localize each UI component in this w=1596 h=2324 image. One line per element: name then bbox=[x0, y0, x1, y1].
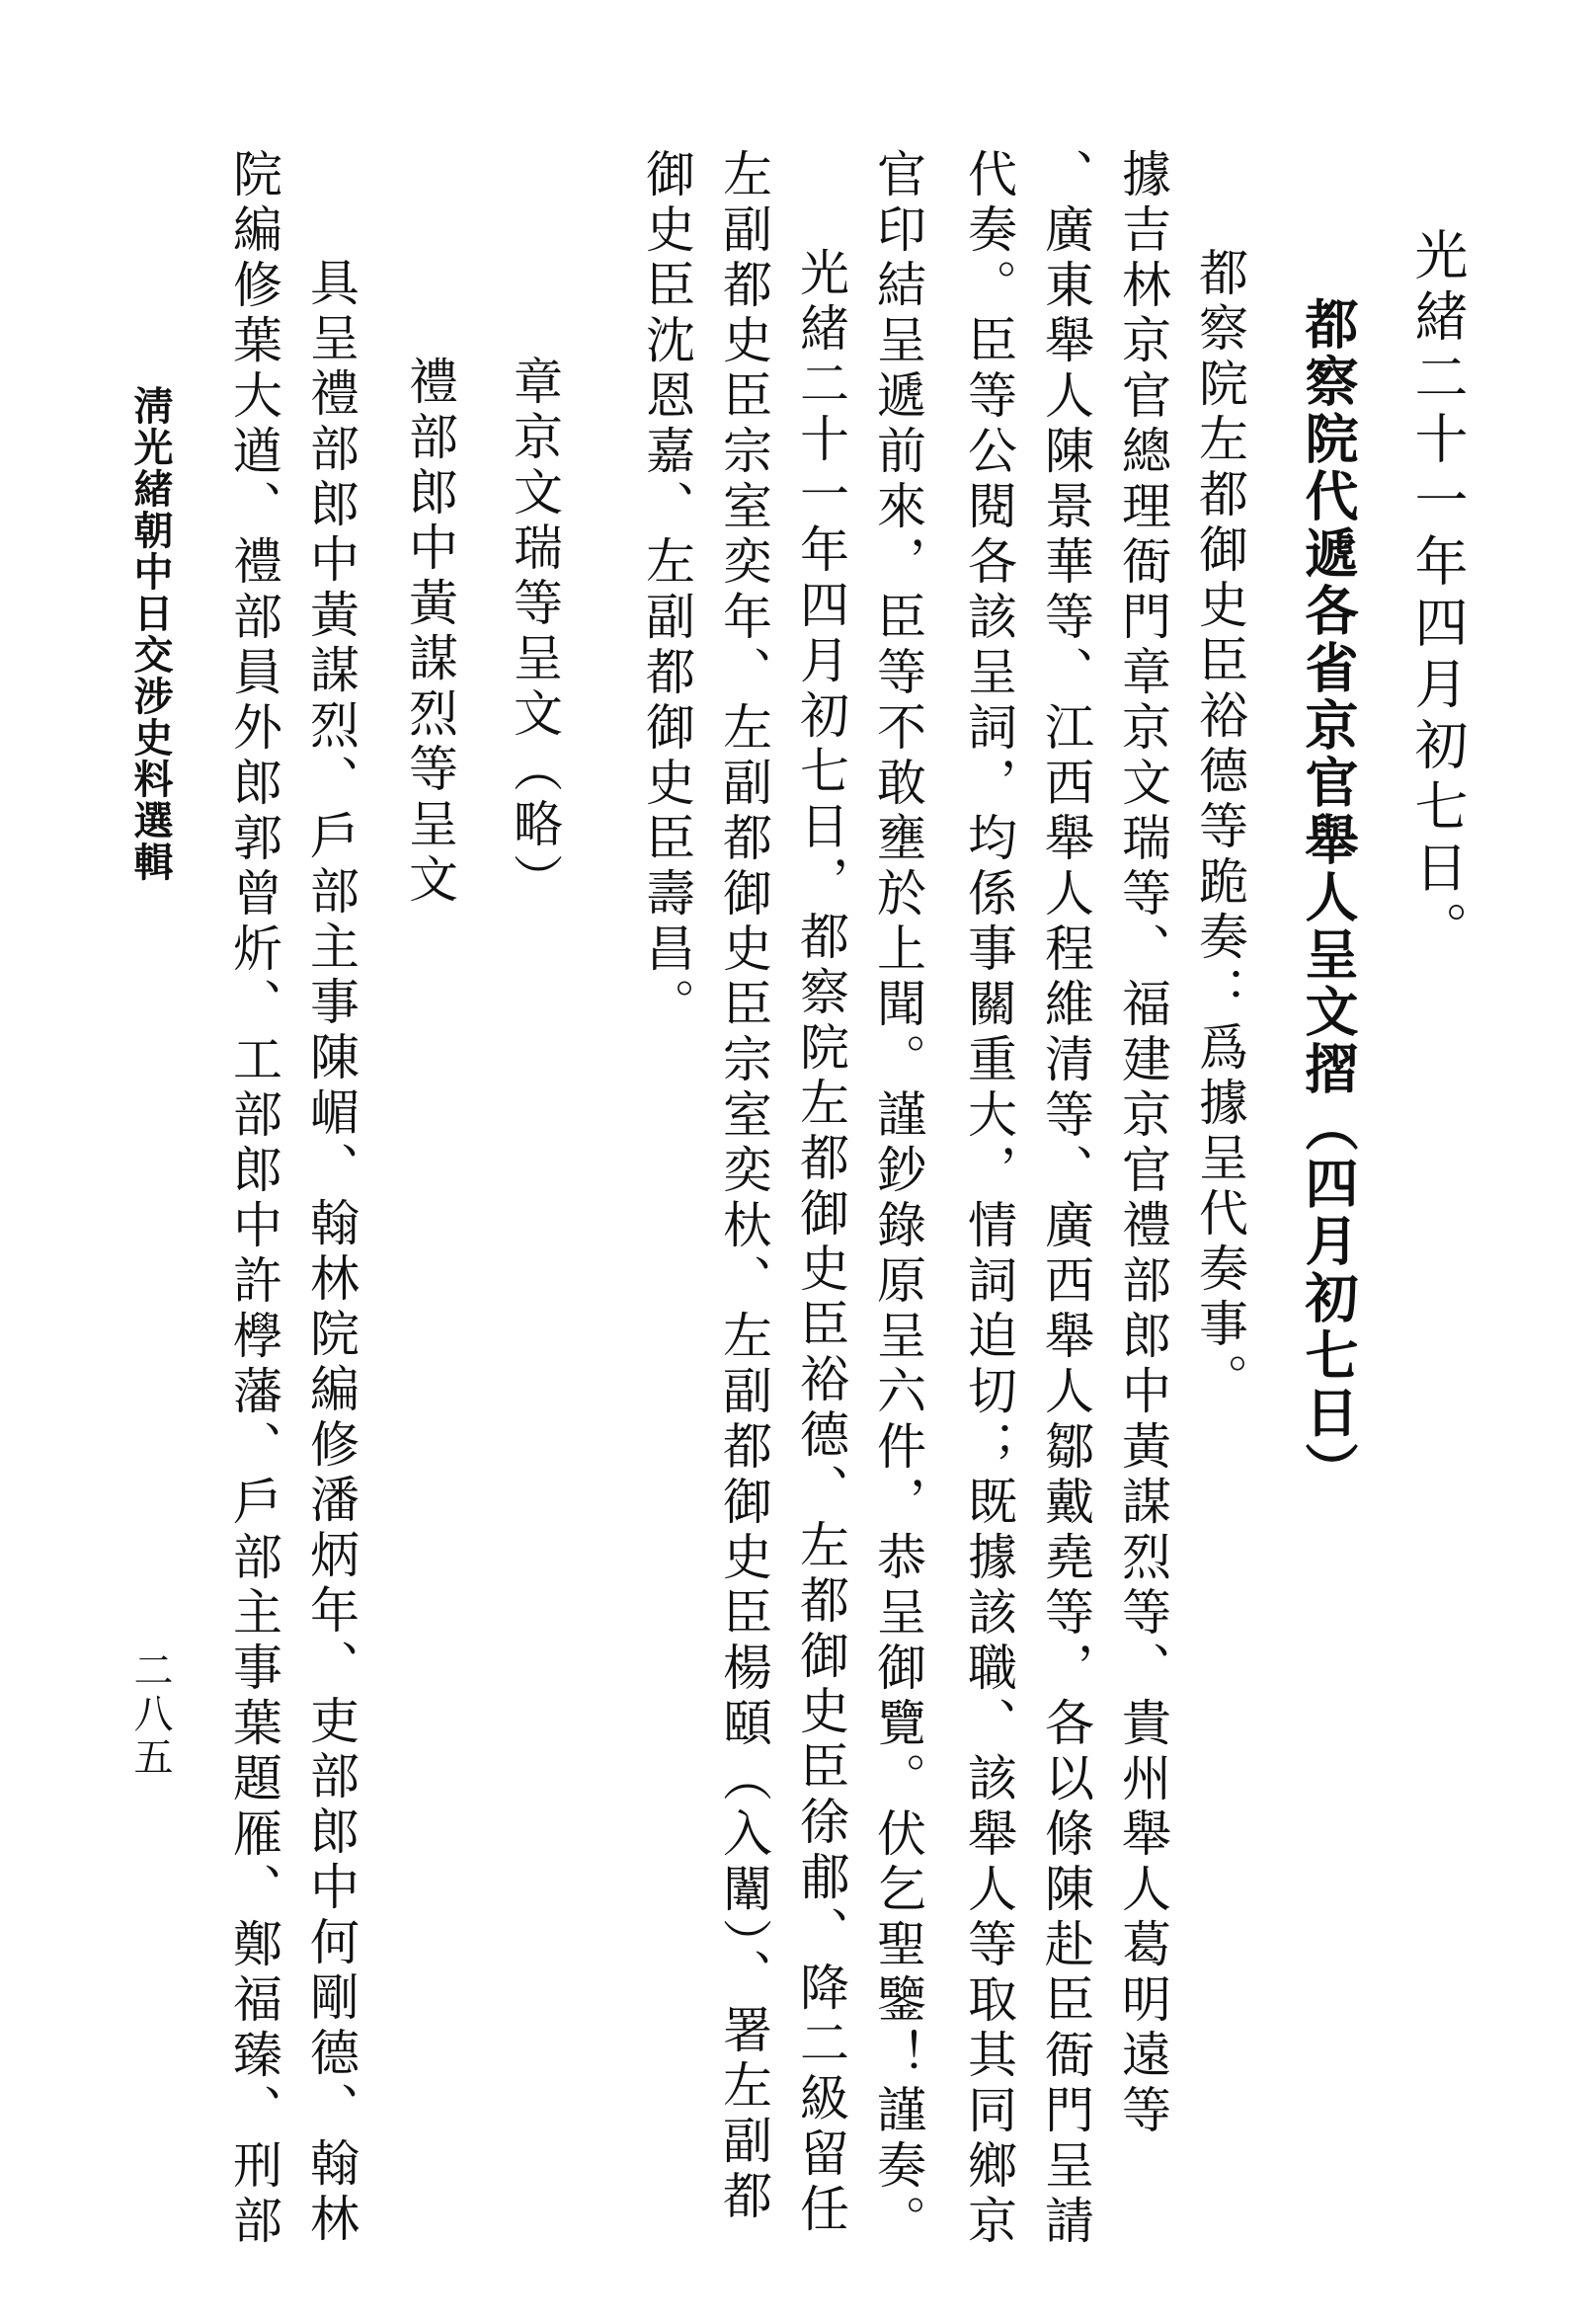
body-text-line: 官印結呈遞前來，臣等不敢壅於上聞。謹鈔錄原呈六件，恭呈御覽。伏乞聖鑒！謹奏。 bbox=[869, 148, 926, 2250]
body-text-line: 光緒二十一年四月初七日，都察院左都御史臣裕德、左都御史臣徐郙、降二級留任 bbox=[792, 247, 849, 2238]
memorial-title: 都察院代遞各省京官舉人呈文摺（四月初七日） bbox=[1297, 296, 1360, 1499]
body-text-line: 具呈禮部郎中黃謀烈、戶部主事陳嵋、翰林院編修潘炳年、吏部郎中何剛德、翰林 bbox=[302, 257, 359, 2248]
body-text-line: 都察院左都御史臣裕德等跪奏：爲據呈代奏事。 bbox=[1191, 247, 1248, 1408]
section-heading: 禮部郎中黃謀烈等呈文 bbox=[401, 356, 458, 909]
body-text-line: 、廣東舉人陳景華等、江西舉人程維清等、廣西舉人鄒戴堯等，各以條陳赴臣衙門呈請 bbox=[1037, 148, 1094, 2250]
running-footer-title: 淸光緒朝中日交涉史料選輯 bbox=[127, 385, 174, 883]
date-line: 光緒二十一年四月初七日。 bbox=[1406, 227, 1469, 962]
body-text-line: 據吉林京官總理衙門章京文瑞等、福建京官禮部郎中黃謀烈等、貴州舉人葛明遠等 bbox=[1114, 148, 1171, 2139]
section-heading: 章京文瑞等呈文（略） bbox=[506, 356, 563, 909]
body-text-line: 御史臣沈恩嘉、左副都御史臣壽昌。 bbox=[638, 148, 695, 1033]
body-text-line: 左副都史臣宗室奕年、左副都御史臣宗室奕杕、左副都御史臣楊頤（入闈）、署左副都 bbox=[715, 148, 772, 2225]
body-text-line: 院編修葉大遒、禮部員外郎郭曾炘、工部郎中許㰒藩、戶部主事葉題雁、鄭福臻、刑部 bbox=[225, 148, 282, 2250]
page-number: 二八五 bbox=[127, 1649, 173, 1780]
body-text-line: 代奏。臣等公閱各該呈詞，均係事關重大，情詞迫切；既據該職、該舉人等取其同鄉京 bbox=[960, 148, 1017, 2250]
